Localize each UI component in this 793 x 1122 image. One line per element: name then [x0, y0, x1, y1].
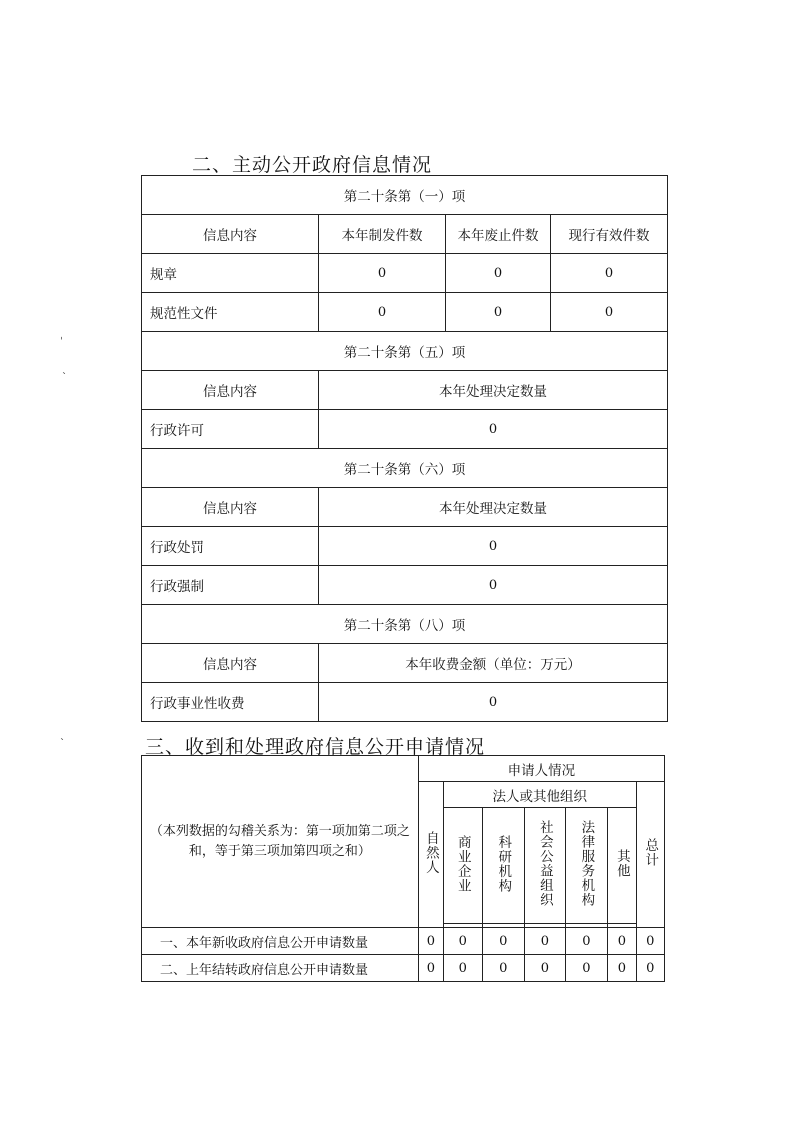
natural-person-header: 自然人 [418, 782, 443, 928]
table-row [142, 293, 668, 332]
row-label: 规范性文件 [142, 293, 319, 332]
cell-value: 0 [551, 254, 668, 293]
cell-value: 0 [608, 955, 636, 982]
table-row [142, 566, 668, 605]
org-column-legal-service: 法律服务机构 [565, 808, 608, 924]
item1-header: 第二十条第（一）项 [142, 176, 668, 215]
scan-speck: ˋ [62, 372, 67, 383]
column-header: 信息内容 [142, 488, 319, 527]
table-row [142, 928, 665, 955]
cell-value: 0 [525, 955, 566, 982]
cell-value: 0 [319, 566, 668, 605]
column-header: 本年废止件数 [446, 215, 551, 254]
table-row [142, 410, 668, 449]
column-header: 本年处理决定数量 [319, 488, 668, 527]
table-row [142, 254, 668, 293]
table-row [142, 683, 668, 722]
column-header: 信息内容 [142, 215, 319, 254]
cell-value: 0 [418, 955, 443, 982]
applicant-header: 申请人情况 [418, 756, 664, 782]
column-header: 本年收费金额（单位：万元） [319, 644, 668, 683]
cell-value: 0 [319, 683, 668, 722]
total-header: 总计 [636, 782, 664, 928]
cell-value: 0 [636, 955, 664, 982]
active-disclosure-table [141, 175, 668, 722]
cell-value: 0 [565, 955, 608, 982]
cell-value: 0 [319, 293, 446, 332]
cell-value: 0 [418, 928, 443, 955]
row-label: 规章 [142, 254, 319, 293]
cell-value: 0 [608, 928, 636, 955]
scan-speck: ˌ [60, 330, 63, 341]
table-row [142, 527, 668, 566]
cell-value: 0 [525, 928, 566, 955]
section2-title: 二、主动公开政府信息情况 [192, 154, 433, 176]
org-header: 法人或其他组织 [444, 782, 637, 808]
cell-value: 0 [482, 928, 525, 955]
cell-value: 0 [319, 410, 668, 449]
column-header: 本年处理决定数量 [319, 371, 668, 410]
org-column-public-welfare: 社会公益组织 [525, 808, 566, 924]
cell-value: 0 [319, 254, 446, 293]
cell-value: 0 [551, 293, 668, 332]
item8-header: 第二十条第（八）项 [142, 605, 668, 644]
org-column-business: 商业企业 [444, 808, 483, 924]
row-label: 一、本年新收政府信息公开申请数量 [142, 928, 419, 955]
column-header: 本年制发件数 [319, 215, 446, 254]
org-column-research: 科研机构 [482, 808, 525, 924]
column-header: 信息内容 [142, 644, 319, 683]
cell-value: 0 [565, 928, 608, 955]
row-label: 行政强制 [142, 566, 319, 605]
section3-title: 三、收到和处理政府信息公开申请情况 [145, 736, 486, 758]
item5-header: 第二十条第（五）项 [142, 332, 668, 371]
cell-value: 0 [636, 928, 664, 955]
cell-value: 0 [482, 955, 525, 982]
row-label: 二、上年结转政府信息公开申请数量 [142, 955, 419, 982]
column-header: 现行有效件数 [551, 215, 668, 254]
scan-speck: ˋ [60, 738, 65, 749]
item6-header: 第二十条第（六）项 [142, 449, 668, 488]
application-table [141, 755, 665, 982]
column-header: 信息内容 [142, 371, 319, 410]
row-label: 行政许可 [142, 410, 319, 449]
row-label: 行政事业性收费 [142, 683, 319, 722]
cell-value: 0 [444, 928, 483, 955]
cell-value: 0 [446, 293, 551, 332]
org-column-other: 其他 [608, 808, 636, 924]
cell-value: 0 [319, 527, 668, 566]
description-cell: （本列数据的勾稽关系为：第一项加第二项之和，等于第三项加第四项之和） [142, 756, 419, 928]
cell-value: 0 [444, 955, 483, 982]
cell-value: 0 [446, 254, 551, 293]
row-label: 行政处罚 [142, 527, 319, 566]
table-row [142, 955, 665, 982]
